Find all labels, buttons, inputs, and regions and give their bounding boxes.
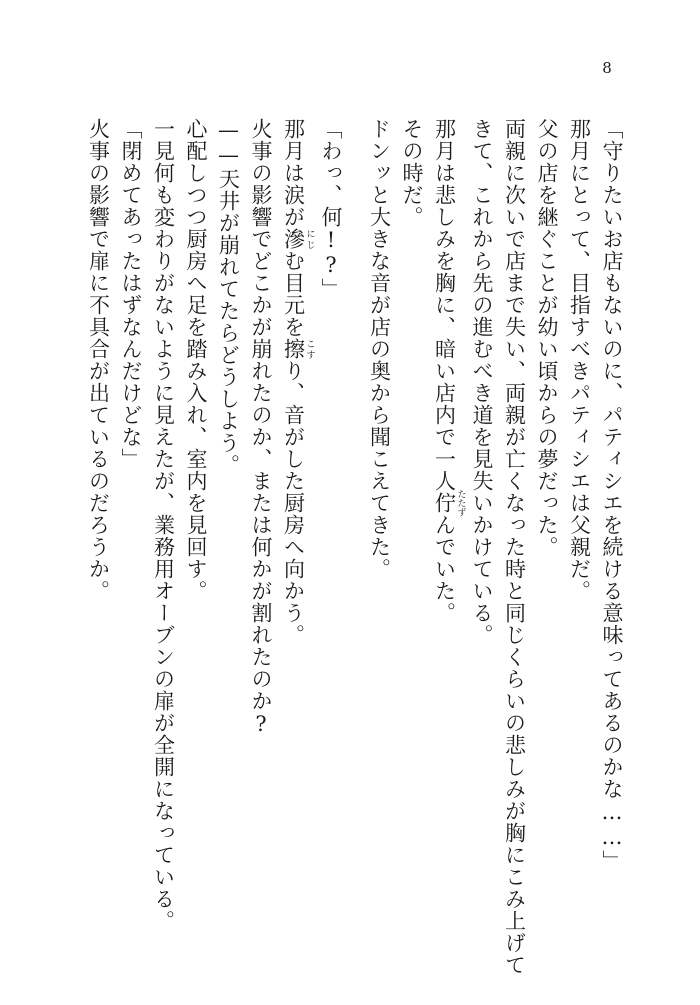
blank-line <box>347 118 363 948</box>
ruby-base: 擦 <box>281 338 306 360</box>
novel-text-body <box>82 118 628 976</box>
text-segment: んでいた。 <box>432 514 457 624</box>
text-line: 火事の影響で扉に不具合が出ているのだろうか。 <box>86 118 111 602</box>
text-line: 火事の影響でどこかが崩れたのか、または何かが割れたのか? <box>249 118 273 737</box>
ruby-base: 佇 <box>432 489 457 517</box>
ruby-reading: にじ <box>304 228 315 250</box>
text-line: ドンッと大きな音が店の奥から聞こえてきた。 <box>367 118 392 580</box>
text-line <box>277 118 315 948</box>
text-line: 一見何も変わりがないように見えたが、業務用オーブンの扉が全開になっている。 <box>151 118 176 932</box>
text-line <box>428 118 466 948</box>
text-line: 「わっ、何!?」 <box>319 118 343 300</box>
text-line: 心配しつつ厨房へ足を踏み入れ、室内を見回す。 <box>184 118 208 602</box>
text-line: きて、これから先の進むべき道を見失いかけている。 <box>470 118 494 646</box>
text-segment: 那月は悲しみを胸に、暗い店内で一人 <box>432 118 457 492</box>
ruby-word <box>281 338 315 360</box>
ruby-word <box>281 228 315 250</box>
text-line: 「守りたいお店もないのに、パティシエを続ける意味ってあるのかな……」 <box>600 118 624 872</box>
page-number: 8 <box>602 59 612 77</box>
ruby-reading: たたず <box>455 489 466 517</box>
text-line: その時だ。 <box>400 118 424 228</box>
text-segment: む目元を <box>281 250 306 338</box>
text-line: 両親に次いで店まで失い、両親が亡くなった時と同じくらいの悲しみが胸にこみ上げて <box>502 118 527 976</box>
ruby-word <box>432 489 466 517</box>
text-line: ——天井が崩れてたらどうしよう。 <box>216 118 241 476</box>
text-line: 那月にとって、目指すべきパティシエは父親だ。 <box>567 118 592 602</box>
text-segment: 那月は涙が <box>281 118 306 228</box>
ruby-reading: こす <box>304 338 315 360</box>
text-line: 「閉めてあったはずなんだけどな」 <box>119 118 143 470</box>
text-line: 父の店を継ぐことが幼い頃からの夢だった。 <box>535 118 559 558</box>
text-segment: り、音がした厨房へ向かう。 <box>281 360 306 646</box>
ruby-base: 滲 <box>281 228 306 250</box>
